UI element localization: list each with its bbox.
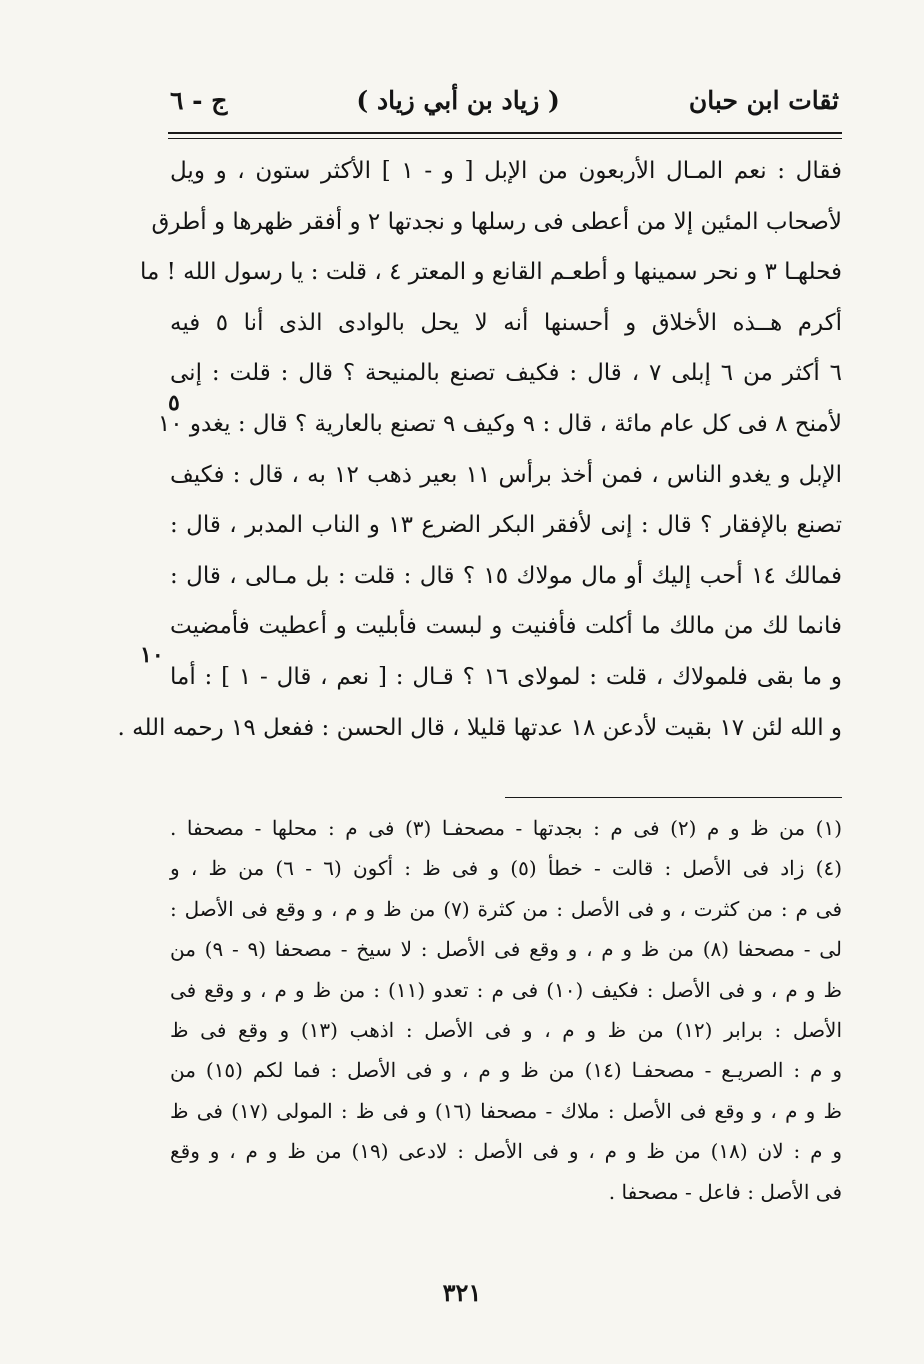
footnote-line: الأصل : برابر (١٢) من ظ و م ، و فى الأصل : اذهب (١٣) و وقع فى ظ: [170, 1018, 843, 1043]
footnote-line: و م : الصريـع - مصحفـا (١٤) من ظ و م ، و فى الأصل : فما لكم (١٥) من: [170, 1058, 842, 1083]
footnote-separator: [505, 797, 842, 798]
text-line: الإبل و يغدو الناس ، فمن أخذ برأس ١١ بعير ذهب ١٢ به ، قال : فكيف: [170, 461, 843, 488]
text-line: لأمنح ٨ فى كل عام مائة ، قال : ٩ وكيف ٩ تصنع بالعارية ؟ قال : يغدو ١٠: [157, 410, 842, 437]
footnote-line: و م : لان (١٨) من ظ و م ، و فى الأصل : لادعى (١٩) من ظ و م ، و وقع: [170, 1139, 842, 1164]
footnote-line: ظ و م ، و وقع فى الأصل : ملاك - مصحفا (١٦) و فى ظ : المولى (١٧) فى ظ: [170, 1098, 843, 1123]
footnotes: [170, 808, 842, 1212]
text-line: فحلهـا ٣ و نحر سمينها و أطعـم القانع و المعتر ٤ ، قلت : يا رسول الله ! ما: [139, 259, 842, 286]
header-book-title: ثقات ابن حبان: [688, 85, 839, 115]
header-volume: ج - ٦: [170, 85, 228, 115]
footnote-line: (٤) زاد فى الأصل : قالت - خطأ (٥) و فى ظ : أكون (٦ - ٦) من ظ ، و: [170, 856, 842, 881]
footnote-line: فى م : من كثرت ، و فى الأصل : من كثرة (٧) من ظ و م ، و وقع فى الأصل :: [170, 896, 842, 921]
header-entry-name: ( زياد بن أبي زياد ): [356, 85, 560, 115]
footnote-line: فى الأصل : فاعل - مصحفا .: [608, 1179, 842, 1204]
text-line: ٦ أكثر من ٦ إبلى ٧ ، قال : فكيف تصنع بالمنيحة ؟ قال : قلت : إنى: [170, 360, 843, 387]
text-line: فمالك ١٤ أحب إليك أو مال مولاك ١٥ ؟ قال : قلت : بل مـالى ، قال :: [170, 562, 842, 589]
page-number: ٣٢١: [442, 1278, 482, 1307]
footnote-line: لى - مصحفا (٨) من ظ و م ، و وقع فى الأصل : لا سيخ - مصحفا (٩ - ٩) من: [170, 937, 842, 962]
header-rule-thick: [168, 132, 842, 134]
text-line: فقال : نعم المـال الأربعون من الإبل [ و - ١ ] الأكثر ستون ، و ويل: [170, 158, 842, 184]
text-line: أكرم هــذه الأخلاق و أحسنها أنه لا يحل بالوادى الذى أنا ٥ فيه: [170, 309, 843, 336]
text-line: فانما لك من مالك ما أكلت فأفنيت و لبست فأبليت و أعطيت فأمضيت: [170, 613, 842, 640]
text-line: لأصحاب المئين إلا من أعطى فى رسلها و نجدتها ٢ و أفقر ظهرها و أطرق: [151, 208, 842, 235]
text-line: و الله لئن ١٧ بقيت لأدعن ١٨ عدتها قليلا ، قال الحسن : ففعل ١٩ رحمه الله .: [117, 714, 842, 741]
header-rule-thin: [168, 138, 842, 139]
footnote-line: ظ و م ، و فى الأصل : فكيف (١٠) فى م : تعدو (١١) : من ظ و م ، و وقع فى: [170, 977, 842, 1002]
line-number-10: ١٠: [140, 642, 164, 668]
running-header: [170, 78, 839, 122]
text-line: و ما بقى فلمولاك ، قلت : لمولاى ١٦ ؟ قـال : [ نعم ، قال - ١ ] : أما: [170, 663, 842, 690]
line-number-5: ٥: [168, 390, 180, 416]
main-text: [117, 146, 843, 753]
text-line: تصنع بالإفقار ؟ قال : إنى لأفقر البكر الضرع ١٣ و الناب المدبر ، قال :: [170, 512, 842, 539]
footnote-line: (١) من ظ و م (٢) فى م : بجدتها - مصحفـا (٣) فى م : محلها - مصحفا .: [170, 816, 842, 840]
